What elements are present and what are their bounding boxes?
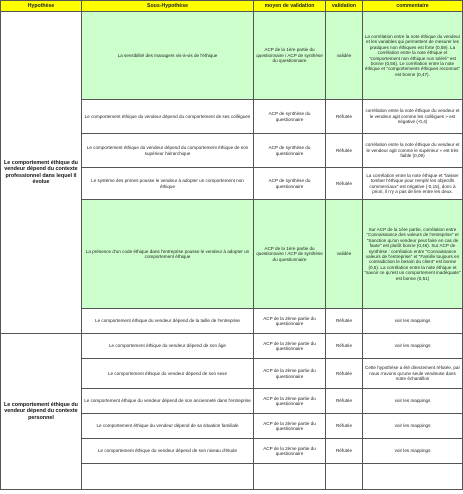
validation-cell: Réfutée: [326, 439, 363, 464]
validation-cell: Réfutée: [326, 168, 363, 200]
commentaire-cell: corrélation entre la note éthique du vendeur et le vendeur agit comme les collègues » est négative (-0,4): [363, 100, 463, 134]
hypothese-cell: Le comportement éthique du vendeur dépend du contexte professionnel dans lequel il évolue: [1, 12, 82, 334]
header-hypothese: Hypothèse: [1, 1, 82, 12]
commentaire-cell: La corrélation entre la note éthique du vendeur et les variables qui permettent de mesurer les pratiques non éthiques est forte (0,59). La corrélation entre la note éthique et "comportement non éthique non toléré" est bonne (0,56). Le corrélation entre la note éthique et "comportements éthiques reconnus" est bonne (0,47).: [363, 12, 463, 100]
moyen-cell: ACP de la 1ère partie du questionnaire / ACP de synthèse du questionnaire: [254, 12, 326, 100]
sous-hypothese-cell: La présence d'un code éthique dans l'entreprise pousse le vendeur à adopter un comportement éthique: [82, 200, 254, 309]
header-sous-hypothese: Sous-Hypothèse: [82, 1, 254, 12]
sous-hypothese-cell: Le comportement éthique du vendeur dépend du comportement éthique de son supérieur hiérarchique: [82, 134, 254, 168]
validation-cell: Réfutée: [326, 134, 363, 168]
validation-cell: Réfutée: [326, 100, 363, 134]
commentaire-cell: Sur ACP de la 1ère partie, corrélation entre "Connaissance des valeurs de l'entreprise" et "Sanction qu'un vendeur peut faire en cas de faute" est plutôt bonne (0,46). Sur ACP de synthèse : corrélation entre "Connaissance valeurs de l'entreprise" et "Famille toujours en contradiction le besoin du client" est bonne (0,5). La corrélation entre la note éthique et "savoir ce qu'est un comportement inadéquate" est bonne (0,51): [363, 200, 463, 309]
moyen-cell: ACP de synthèse du questionnaire: [254, 100, 326, 134]
header-row: [1, 1, 463, 12]
validation-cell: Réfutée: [326, 414, 363, 439]
moyen-cell: ACP de la 2ème partie du questionnaire: [254, 389, 326, 414]
commentaire-cell: voir les mappings: [363, 334, 463, 359]
commentaire-cell: voir les mappings: [363, 389, 463, 414]
sous-hypothese-cell: [82, 464, 254, 490]
header-commentaire: commentaire: [363, 1, 463, 12]
sous-hypothese-cell: Le comportement éthique du vendeur dépend de son ancienneté dans l'entreprise: [82, 389, 254, 414]
sous-hypothese-cell: La sensibilité des managers vis-à-vis de l'éthique: [82, 12, 254, 100]
validation-cell: Réfutée: [326, 389, 363, 414]
sous-hypothese-cell: Le système des primes pousse le vendeur à adopter un comportement non éthique: [82, 168, 254, 200]
commentaire-cell: corrélation entre la note éthique du vendeur et le vendeur agit comme le supérieur » est très faible (0,09): [363, 134, 463, 168]
validation-cell: Réfutée: [326, 334, 363, 359]
moyen-cell: ACP de synthèse du questionnaire: [254, 134, 326, 168]
moyen-cell: ACP de la 1ère partie du questionnaire / ACP de synthèse du questionnaire: [254, 200, 326, 309]
hypothese-cell: Le comportement éthique du vendeur dépend du contexte personnel: [1, 334, 82, 490]
validation-cell: Réfutée: [326, 359, 363, 389]
sous-hypothese-cell: Le comportement éthique du vendeur dépend de son sexe: [82, 359, 254, 389]
moyen-cell: ACP de la 2ème partie du questionnaire: [254, 334, 326, 359]
commentaire-cell: La corrélation entre la note éthique et "laisser tomber l'éthique pour remplir les objectifs commerciaux" est négative (-0,15), donc à priori, il n'y a pas de lien entre les deux.: [363, 168, 463, 200]
validation-cell: validée: [326, 200, 363, 309]
sous-hypothese-cell: Le comportement éthique du vendeur dépend de son niveau d'étude: [82, 439, 254, 464]
commentaire-cell: [363, 464, 463, 490]
moyen-cell: ACP de la 2ème partie du questionnaire: [254, 414, 326, 439]
commentaire-cell: voir les mappings: [363, 414, 463, 439]
validation-cell: Réfutée: [326, 309, 363, 334]
moyen-cell: [254, 464, 326, 490]
commentaire-cell: voir les mappings: [363, 439, 463, 464]
validation-cell: validée: [326, 12, 363, 100]
table-row: [1, 334, 463, 359]
sous-hypothese-cell: Le comportement éthique du vendeur dépend de sa situation familiale: [82, 414, 254, 439]
moyen-cell: ACP de la 2ème partie du questionnaire: [254, 309, 326, 334]
validation-cell: [326, 464, 363, 490]
moyen-cell: ACP de la 2ème partie du questionnaire: [254, 359, 326, 389]
sous-hypothese-cell: Le comportement éthique du vendeur dépend de son âge: [82, 334, 254, 359]
table-row: [1, 12, 463, 100]
commentaire-cell: Cette hypothèse a été directement réfutée, par nous n'avons qu'une seule vendeuse dans notre échantillon: [363, 359, 463, 389]
header-validation: validation: [326, 1, 363, 12]
sous-hypothese-cell: Le comportement éthique du vendeur dépend de la taille de l'entreprise: [82, 309, 254, 334]
sous-hypothese-cell: Le comportement éthique du vendeur dépend du comportement de ses collègues: [82, 100, 254, 134]
commentaire-cell: voir les mappings: [363, 309, 463, 334]
moyen-cell: ACP de la 2ème partie du questionnaire: [254, 439, 326, 464]
header-moyen-validation: moyen de validation: [254, 1, 326, 12]
moyen-cell: ACP de synthèse du questionnaire: [254, 168, 326, 200]
